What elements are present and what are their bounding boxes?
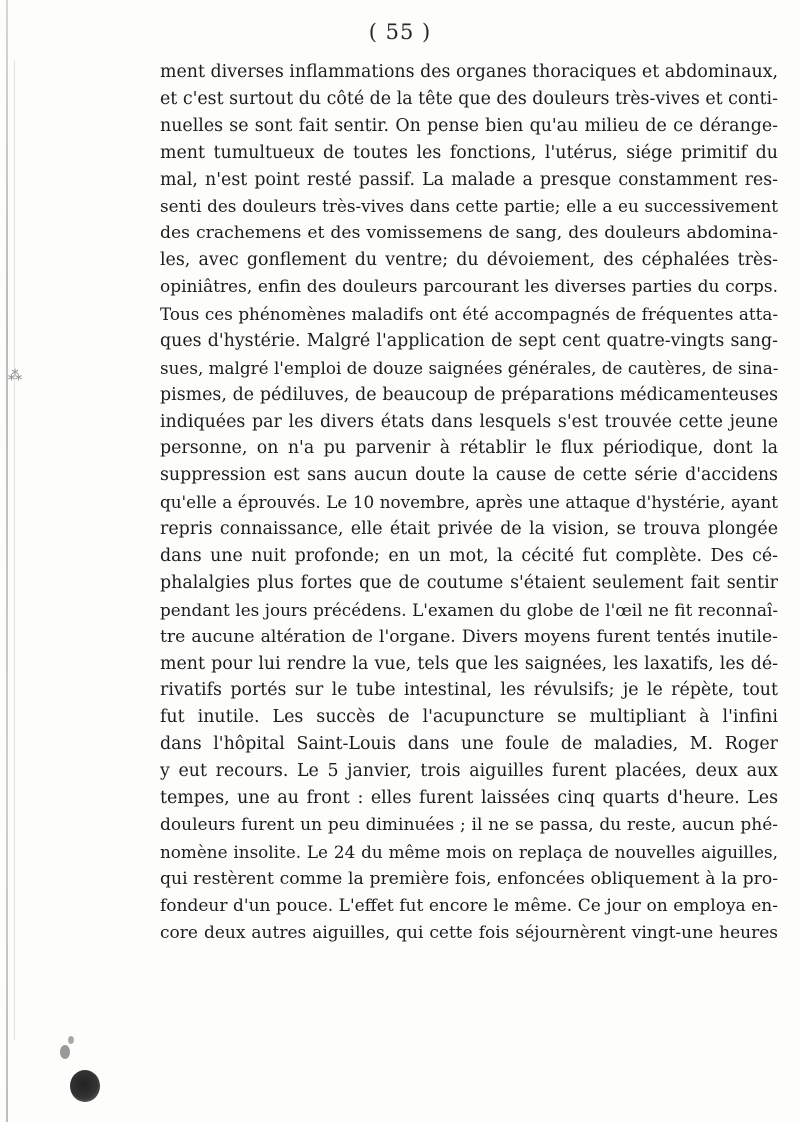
text-line: ment diverses inflammations des organes thoraciques et abdominaux, (160, 62, 778, 82)
binding-shadow (14, 60, 15, 1040)
text-line: personne, on n'a pu parvenir à rétablir le flux périodique, dont la (160, 438, 778, 459)
text-line: phalalgies plus fortes que de coutume s'étaient seulement fait sentir (160, 572, 778, 593)
text-line: ment pour lui rendre la vue, tels que les saignées, les laxatifs, les dé- (160, 653, 778, 674)
text-line: douleurs furent un peu diminuées ; il ne se passa, du reste, aucun phé- (160, 814, 778, 835)
body-text (160, 59, 778, 946)
text-line: sues, malgré l'emploi de douze saignées générales, de cautères, de sina- (160, 357, 779, 378)
text-line: suppression est sans aucun doute la cause de cette série d'accidens (160, 465, 778, 486)
page-number: ( 55 ) (368, 20, 432, 44)
text-line: indiquées par les divers états dans lesquels s'est trouvée cette jeune (160, 411, 778, 432)
text-line: dans une nuit profonde; en un mot, la cécité fut complète. Des cé- (160, 546, 778, 567)
text-line: des crachemens et des vomissemens de sang, des douleurs abdomina- (160, 223, 778, 244)
text-line: pendant les jours précédens. L'examen du globe de l'œil ne fit reconnaî- (160, 599, 778, 620)
text-line: fondeur d'un pouce. L'effet fut encore le même. Ce jour on employa en- (160, 895, 778, 916)
text-line: mal, n'est point resté passif. La malade a presque constamment res- (160, 169, 778, 190)
text-line: et c'est surtout du côté de la tête que des douleurs très-vives et conti- (160, 88, 778, 109)
text-line: fut inutile. Les succès de l'acupuncture se multipliant à l'infini (160, 707, 778, 728)
text-line: ques d'hystérie. Malgré l'application de sept cent quatre-vingts sang- (160, 330, 778, 351)
text-line: tre aucune altération de l'organe. Divers moyens furent tentés inutile- (160, 626, 778, 647)
ink-speck-icon (60, 1045, 70, 1059)
text-line: rivatifs portés sur le tube intestinal, les révulsifs; je le répète, tout (160, 680, 778, 701)
text-line: Tous ces phénomènes maladifs ont été accompagnés de fréquentes atta- (160, 304, 778, 325)
ink-speck-icon (68, 1036, 74, 1044)
text-line: qu'elle a éprouvés. Le 10 novembre, après une attaque d'hystérie, ayant (160, 492, 778, 513)
text-line: qui restèrent comme la première fois, enfoncées obliquement à la pro- (160, 868, 778, 889)
text-line: dans l'hôpital Saint-Louis dans une foule de maladies, M. Roger (160, 734, 778, 755)
text-line: opiniâtres, enfin des douleurs parcourant les diverses parties du corps. (160, 277, 778, 298)
text-line: pismes, de pédiluves, de beaucoup de préparations médicamenteuses (160, 384, 778, 405)
text-line: repris connaissance, elle était privée de la vision, se trouva plongée (160, 519, 778, 540)
text-line: core deux autres aiguilles, qui cette fois séjournèrent vingt-une heures (160, 922, 778, 943)
text-line: nuelles se sont fait sentir. On pense bien qu'au milieu de ce dérange- (160, 115, 778, 136)
text-line: nomène insolite. Le 24 du même mois on replaça de nouvelles aiguilles, (160, 841, 778, 862)
ink-blot-icon (70, 1070, 100, 1102)
text-line: tempes, une au front : elles furent laissées cinq quarts d'heure. Les (160, 788, 778, 809)
binding-edge (6, 0, 8, 1122)
text-line: y eut recours. Le 5 janvier, trois aiguilles furent placées, deux aux (160, 761, 778, 782)
text-line: senti des douleurs très-vives dans cette partie; elle a eu successivement (160, 196, 778, 217)
text-line: ment tumultueux de toutes les fonctions, l'utérus, siége primitif du (160, 142, 778, 163)
text-line: les, avec gonflement du ventre; du dévoiement, des céphalées très- (160, 250, 778, 271)
margin-mark-icon: ⁂ (8, 368, 22, 384)
